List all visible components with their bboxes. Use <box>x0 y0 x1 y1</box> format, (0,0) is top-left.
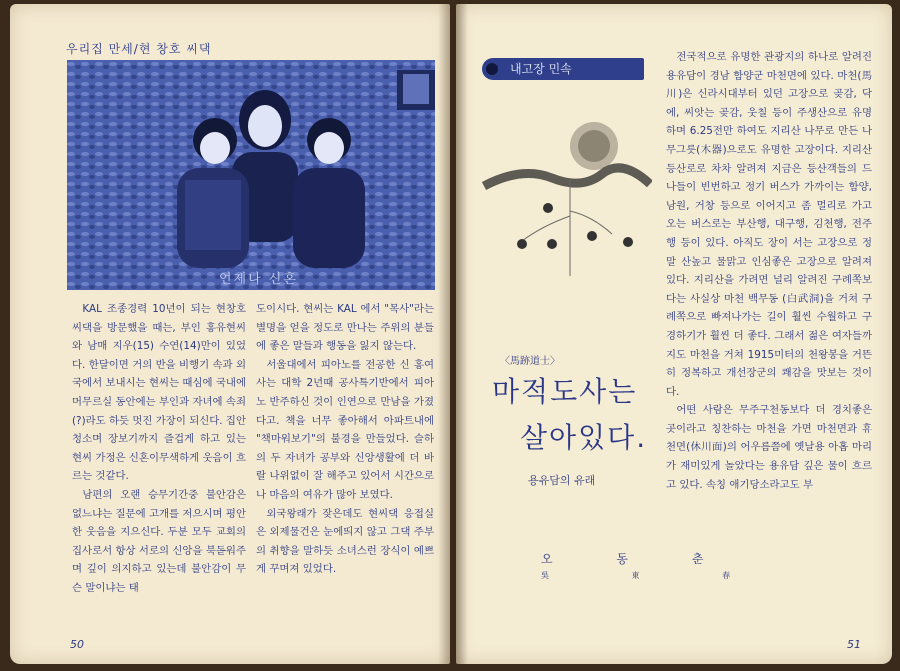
right-column <box>666 48 872 494</box>
article-subtitle: 용유담의 유래 <box>528 474 596 487</box>
sun-tree-illustration <box>482 116 652 286</box>
family-photo <box>67 60 435 290</box>
family-photo-image <box>67 60 435 290</box>
right-page <box>456 4 892 664</box>
paragraph: 도이시다. 현씨는 KAL 에서 "목사"라는 별명을 얻을 정도로 만나는 주위의 분들에 좋은 말들과 행동을 잃지 않는다. <box>256 303 434 353</box>
paragraph: 어떤 사람은 무주구천동보다 더 경치좋은 곳이라고 칭찬하는 마천을 가면 마천면과 휴천면(休川面)의 어우름쯤에 옛날용 아홉 마리가 재미있게 놀았다는 용유담 깊은 물이 흐르고 있다. 속칭 애기당소라고도 부 <box>666 404 872 491</box>
paragraph: 외국왕래가 잦은데도 현씨댁 응접실은 외제물건은 눈에띄지 않고 그댁 주부의 취향을 말하듯 소녀스런 장식이 예쁘게 꾸며져 있었다. <box>256 507 434 576</box>
author-name-hanja: 吳 東 春 <box>541 571 771 580</box>
photo-caption: 언제나 신혼 <box>219 272 298 287</box>
page-number: 50 <box>70 638 84 651</box>
page-header: 우리집 만세/현 창호 씨댁 <box>66 42 212 56</box>
paragraph: 전국적으로 유명한 관광지의 하나로 알려진 용유담이 경남 함양군 마천면에 있다. 마천(馬川)은 신라시대부터 있던 고장으로 곶감, 닥에, 씨앗는 곶감, 웃칠 등이 주생산으로 유명하며 6.25전만 하여도 지리산 나무로 만든 나무그릇(木器)으로도 유명한 고장이다. 지리산 등산로로 차차 알려져 지금은 등산객들의 드나들이 빈번하고 정기 버스가 가까이는 함양, 남원, 거창 등으로 이어지고 좀 멀리로 가고 오는 버스로는 부산행, 대구행, 김천행, 전주행 등이 있다. 아직도 장이 서는 고장으로 정말 산높고 물맑고 인심좋은 고장으로 알려져 있다. 지리산을 가려면 널리 알려진 구례쪽보다는 사실상 마천 백무동 (白武洞)을 거쳐 구례쪽으로 빠져나가는 길이 훨씬 수월하고 구경하기가 훨씬 더 좋다. 그래서 젊은 여자들까지도 마천을 거쳐 1915미터의 천왕봉을 거뜬히 정복하고 개선장군의 쾌감을 맛보는 것이다. <box>666 51 872 398</box>
paragraph: 서울대에서 피아노를 전공한 신 홍여사는 대학 2년때 공사특기반에서 피아노 반주하신 것이 인연으로 만남을 가졌다고. 책을 너무 좋아해서 아파트내에 "책마워보기"의 불경을 만들었다. 슬하의 두 자녀가 공부와 신앙생활에 더 바랄 나위없이 잘 해주고 있어서 시간으로나 마음의 여유가 많아 보였다. <box>256 358 434 501</box>
author-name: 오 동 춘 <box>541 552 734 566</box>
left-column-2 <box>256 300 434 579</box>
article-title-line-2: 살아있다. <box>520 421 648 454</box>
paragraph: 남편의 오랜 승무기간중 불안감은 없느냐는 질문에 고개를 저으시며 평안한 웃음을 지으신다. 두분 모두 교회의 집사로서 항상 서로의 신앙을 북돋워주며 깊이 의지하고 있는데 불안감이 무슨 말이냐는 태 <box>72 488 246 594</box>
article-title-line-1: 마적도사는 <box>492 375 638 408</box>
bullet-icon <box>486 63 498 75</box>
section-label: 내고장 민속 <box>482 58 644 80</box>
paragraph: KAL 조종경력 10년이 되는 현창호씨댁을 방문했을 때는, 부인 홍유현씨와 남매 지우(15) 수연(14)만이 있었다. 한달이면 거의 반을 비행기 속과 외국에서 보내시는 현씨는 때심에 국내에 머무르실 동안에는 부인과 자녀에 속죄(?)라도 하듯 멋진 가장이 되신다. 집안청소며 장보기까지 즐겁게 하고 있는 현씨 가정은 신혼이무색하게 웃음이 흐르는 것같다. <box>72 303 246 483</box>
title-hanja: 〈馬跡道士〉 <box>500 356 560 367</box>
page-number: 51 <box>847 638 861 651</box>
left-column-1 <box>72 300 246 598</box>
left-page <box>10 4 450 664</box>
